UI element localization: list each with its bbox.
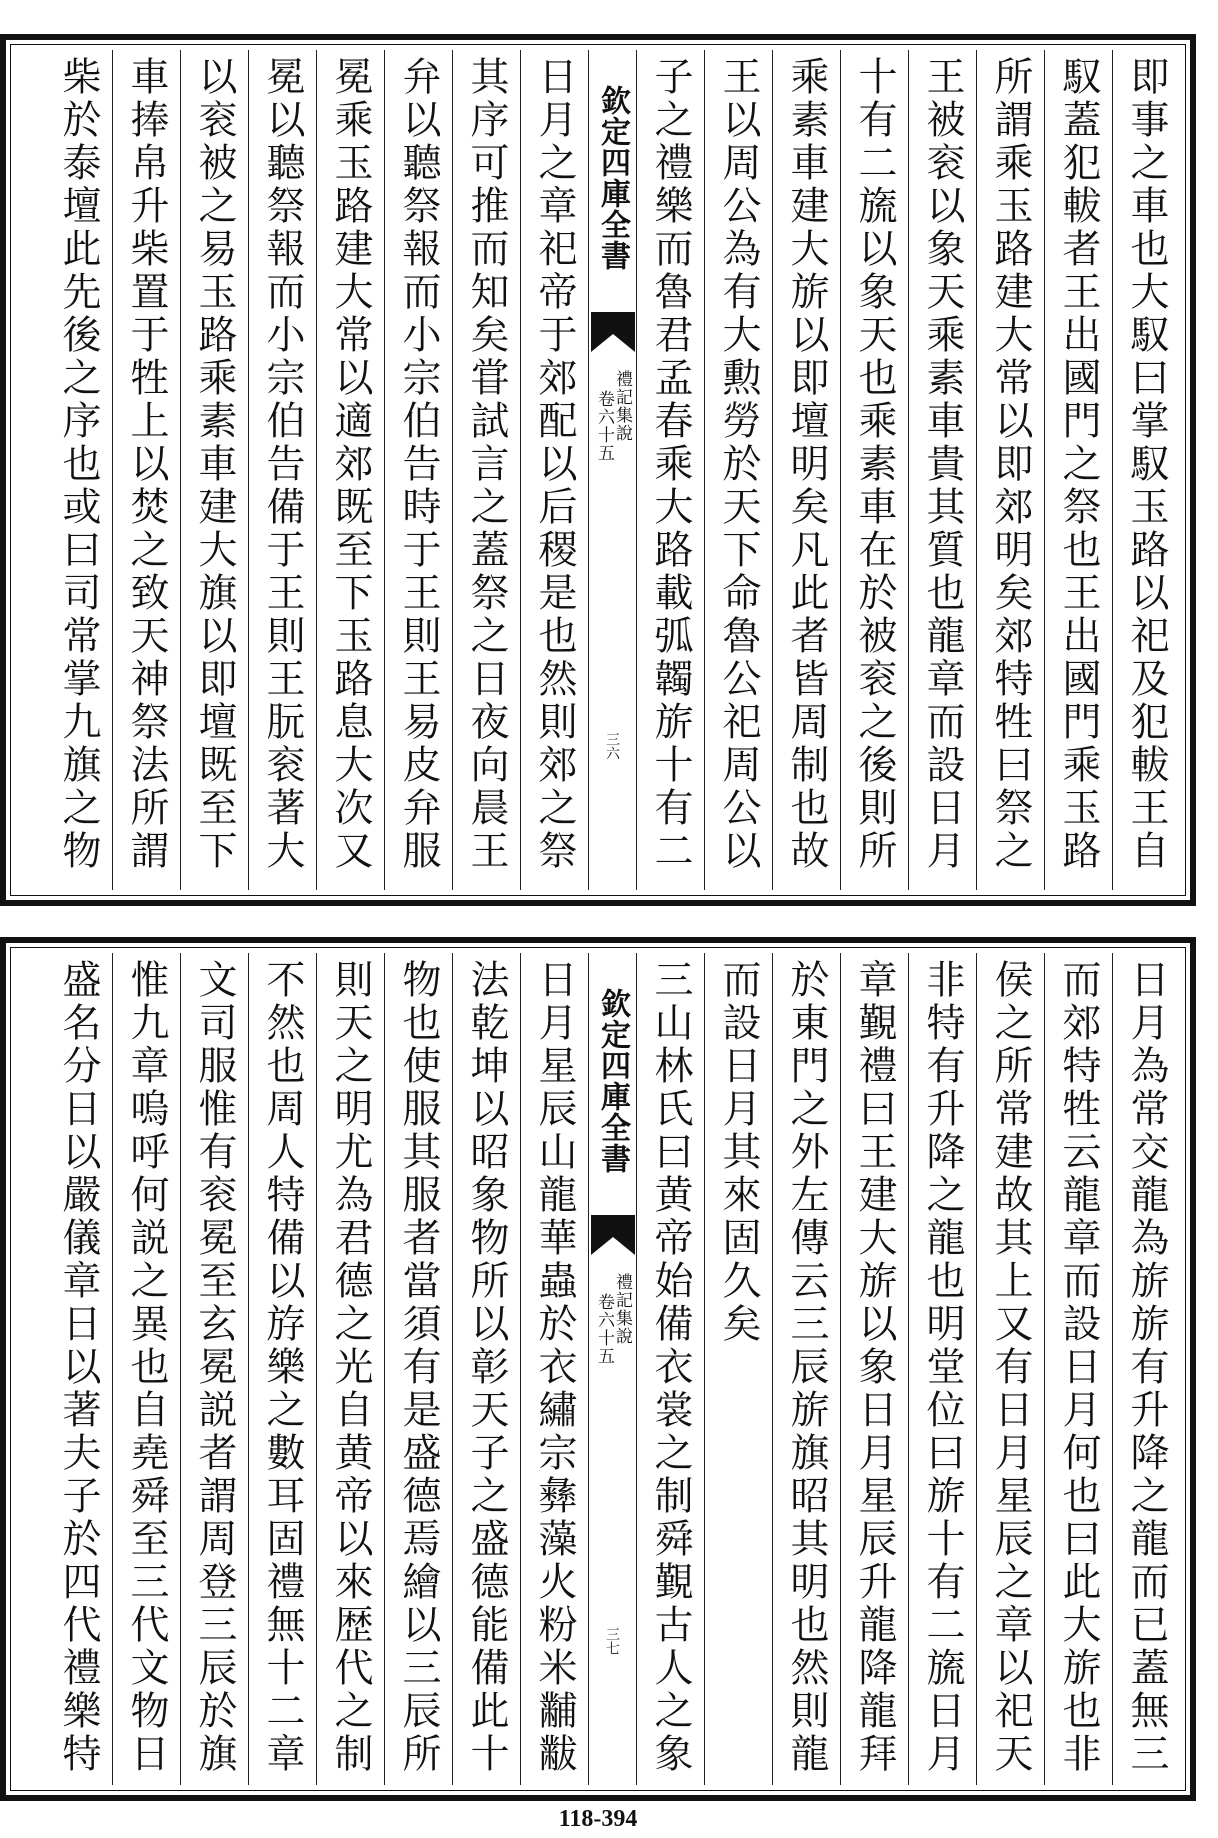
- text-column: 柴於泰壇此先後之序也或曰司常掌九旗之物: [56, 56, 101, 873]
- text-column: 日月為常交龍為旂旂有升降之龍而已蓋無三: [1112, 953, 1180, 1785]
- text-column: 馭蓋犯軷者王出國門之祭也王出國門乘玉路: [1044, 50, 1112, 890]
- gutter-title: 欽定四庫全書: [595, 988, 630, 1174]
- text-column: 三山林氏曰黄帝始備衣裳之制舜覲古人之象: [636, 953, 704, 1785]
- upper-page: [0, 34, 1196, 906]
- text-column: 十有二旒以象天也乘素車在於被衮之後則所: [840, 50, 908, 890]
- text-column: 弁以聽祭報而小宗伯告時于王則王易皮弁服: [384, 50, 452, 890]
- text-column: 惟九章嗚呼何説之異也自堯舜至三代文物日: [112, 953, 180, 1785]
- text-column: 乘素車建大旂以即壇明矣凡此者皆周制也故: [772, 50, 840, 890]
- gutter-page-number: 三七: [604, 1627, 620, 1655]
- center-gutter: [588, 50, 636, 890]
- gutter-book-title: 禮記集說: [612, 370, 632, 442]
- text-column: 車捧帛升柴置于牲上以焚之致天神祭法所謂: [112, 50, 180, 890]
- text-column: 日月之章祀帝于郊配以后稷是也然則郊之祭: [520, 50, 588, 890]
- text-column: 日月星辰山龍華蟲於衣繡宗彝藻火粉米黼黻: [520, 953, 588, 1785]
- text-column: 盛名分日以嚴儀章日以著夫子於四代禮樂特: [56, 959, 101, 1776]
- gutter-volume: 卷六十五: [594, 1293, 614, 1365]
- text-column: 王以周公為有大勲勞於天下命魯公祀周公以: [704, 50, 772, 890]
- text-column: 而設日月其來固久矣: [704, 953, 772, 1785]
- text-column: 文司服惟有衮冕至玄冕説者謂周登三辰於旗: [180, 953, 248, 1785]
- text-column: 子之禮樂而魯君孟春乘大路載弧韣旂十有二: [636, 50, 704, 890]
- lower-page: [0, 937, 1196, 1801]
- fish-tail-mark-icon: [591, 1215, 635, 1255]
- text-column: 侯之所常建故其上又有日月星辰之章以祀天: [976, 953, 1044, 1785]
- gutter-volume: 卷六十五: [594, 390, 614, 462]
- gutter-book-title: 禮記集說: [612, 1273, 632, 1345]
- text-column: 即事之車也大馭曰掌馭玉路以祀及犯軷王自: [1112, 50, 1180, 890]
- text-column: 則天之明尤為君德之光自黄帝以來歴代之制: [316, 953, 384, 1785]
- text-column: 所謂乘玉路建大常以即郊明矣郊特牲曰祭之: [976, 50, 1044, 890]
- text-column: 不然也周人特備以斿樂之數耳固禮無十二章: [248, 953, 316, 1785]
- page-footer-number: 118-394: [558, 1806, 638, 1832]
- text-column: 章覲禮曰王建大旂以象日月星辰升龍降龍拜: [840, 953, 908, 1785]
- center-gutter: [588, 953, 636, 1785]
- text-column: 其序可推而知矣甞試言之蓋祭之日夜向晨王: [452, 50, 520, 890]
- text-column: 以衮被之易玉路乘素車建大旗以即壇既至下: [180, 50, 248, 890]
- gutter-title: 欽定四庫全書: [595, 85, 630, 271]
- fish-tail-mark-icon: [591, 312, 635, 352]
- upper-page-columns: [16, 50, 1180, 890]
- text-column: 法乾坤以昭象物所以彰天子之盛德能備此十: [452, 953, 520, 1785]
- text-column: 王被衮以象天乘素車貴其質也龍章而設日月: [908, 50, 976, 890]
- text-column: 於東門之外左傳云三辰旂旗昭其明也然則龍: [772, 953, 840, 1785]
- text-column: 冕以聽祭報而小宗伯告備于王則王朊衮著大: [248, 50, 316, 890]
- lower-page-columns: [16, 953, 1180, 1785]
- text-column: 而郊特牲云龍章而設日月何也曰此大旂也非: [1044, 953, 1112, 1785]
- text-column: 非特有升降之龍也明堂位曰旂十有二旒日月: [908, 953, 976, 1785]
- text-column: 物也使服其服者當須有是盛德焉繪以三辰所: [384, 953, 452, 1785]
- text-column: 冕乘玉路建大常以適郊既至下玉路息大次又: [316, 50, 384, 890]
- gutter-page-number: 三六: [604, 732, 620, 760]
